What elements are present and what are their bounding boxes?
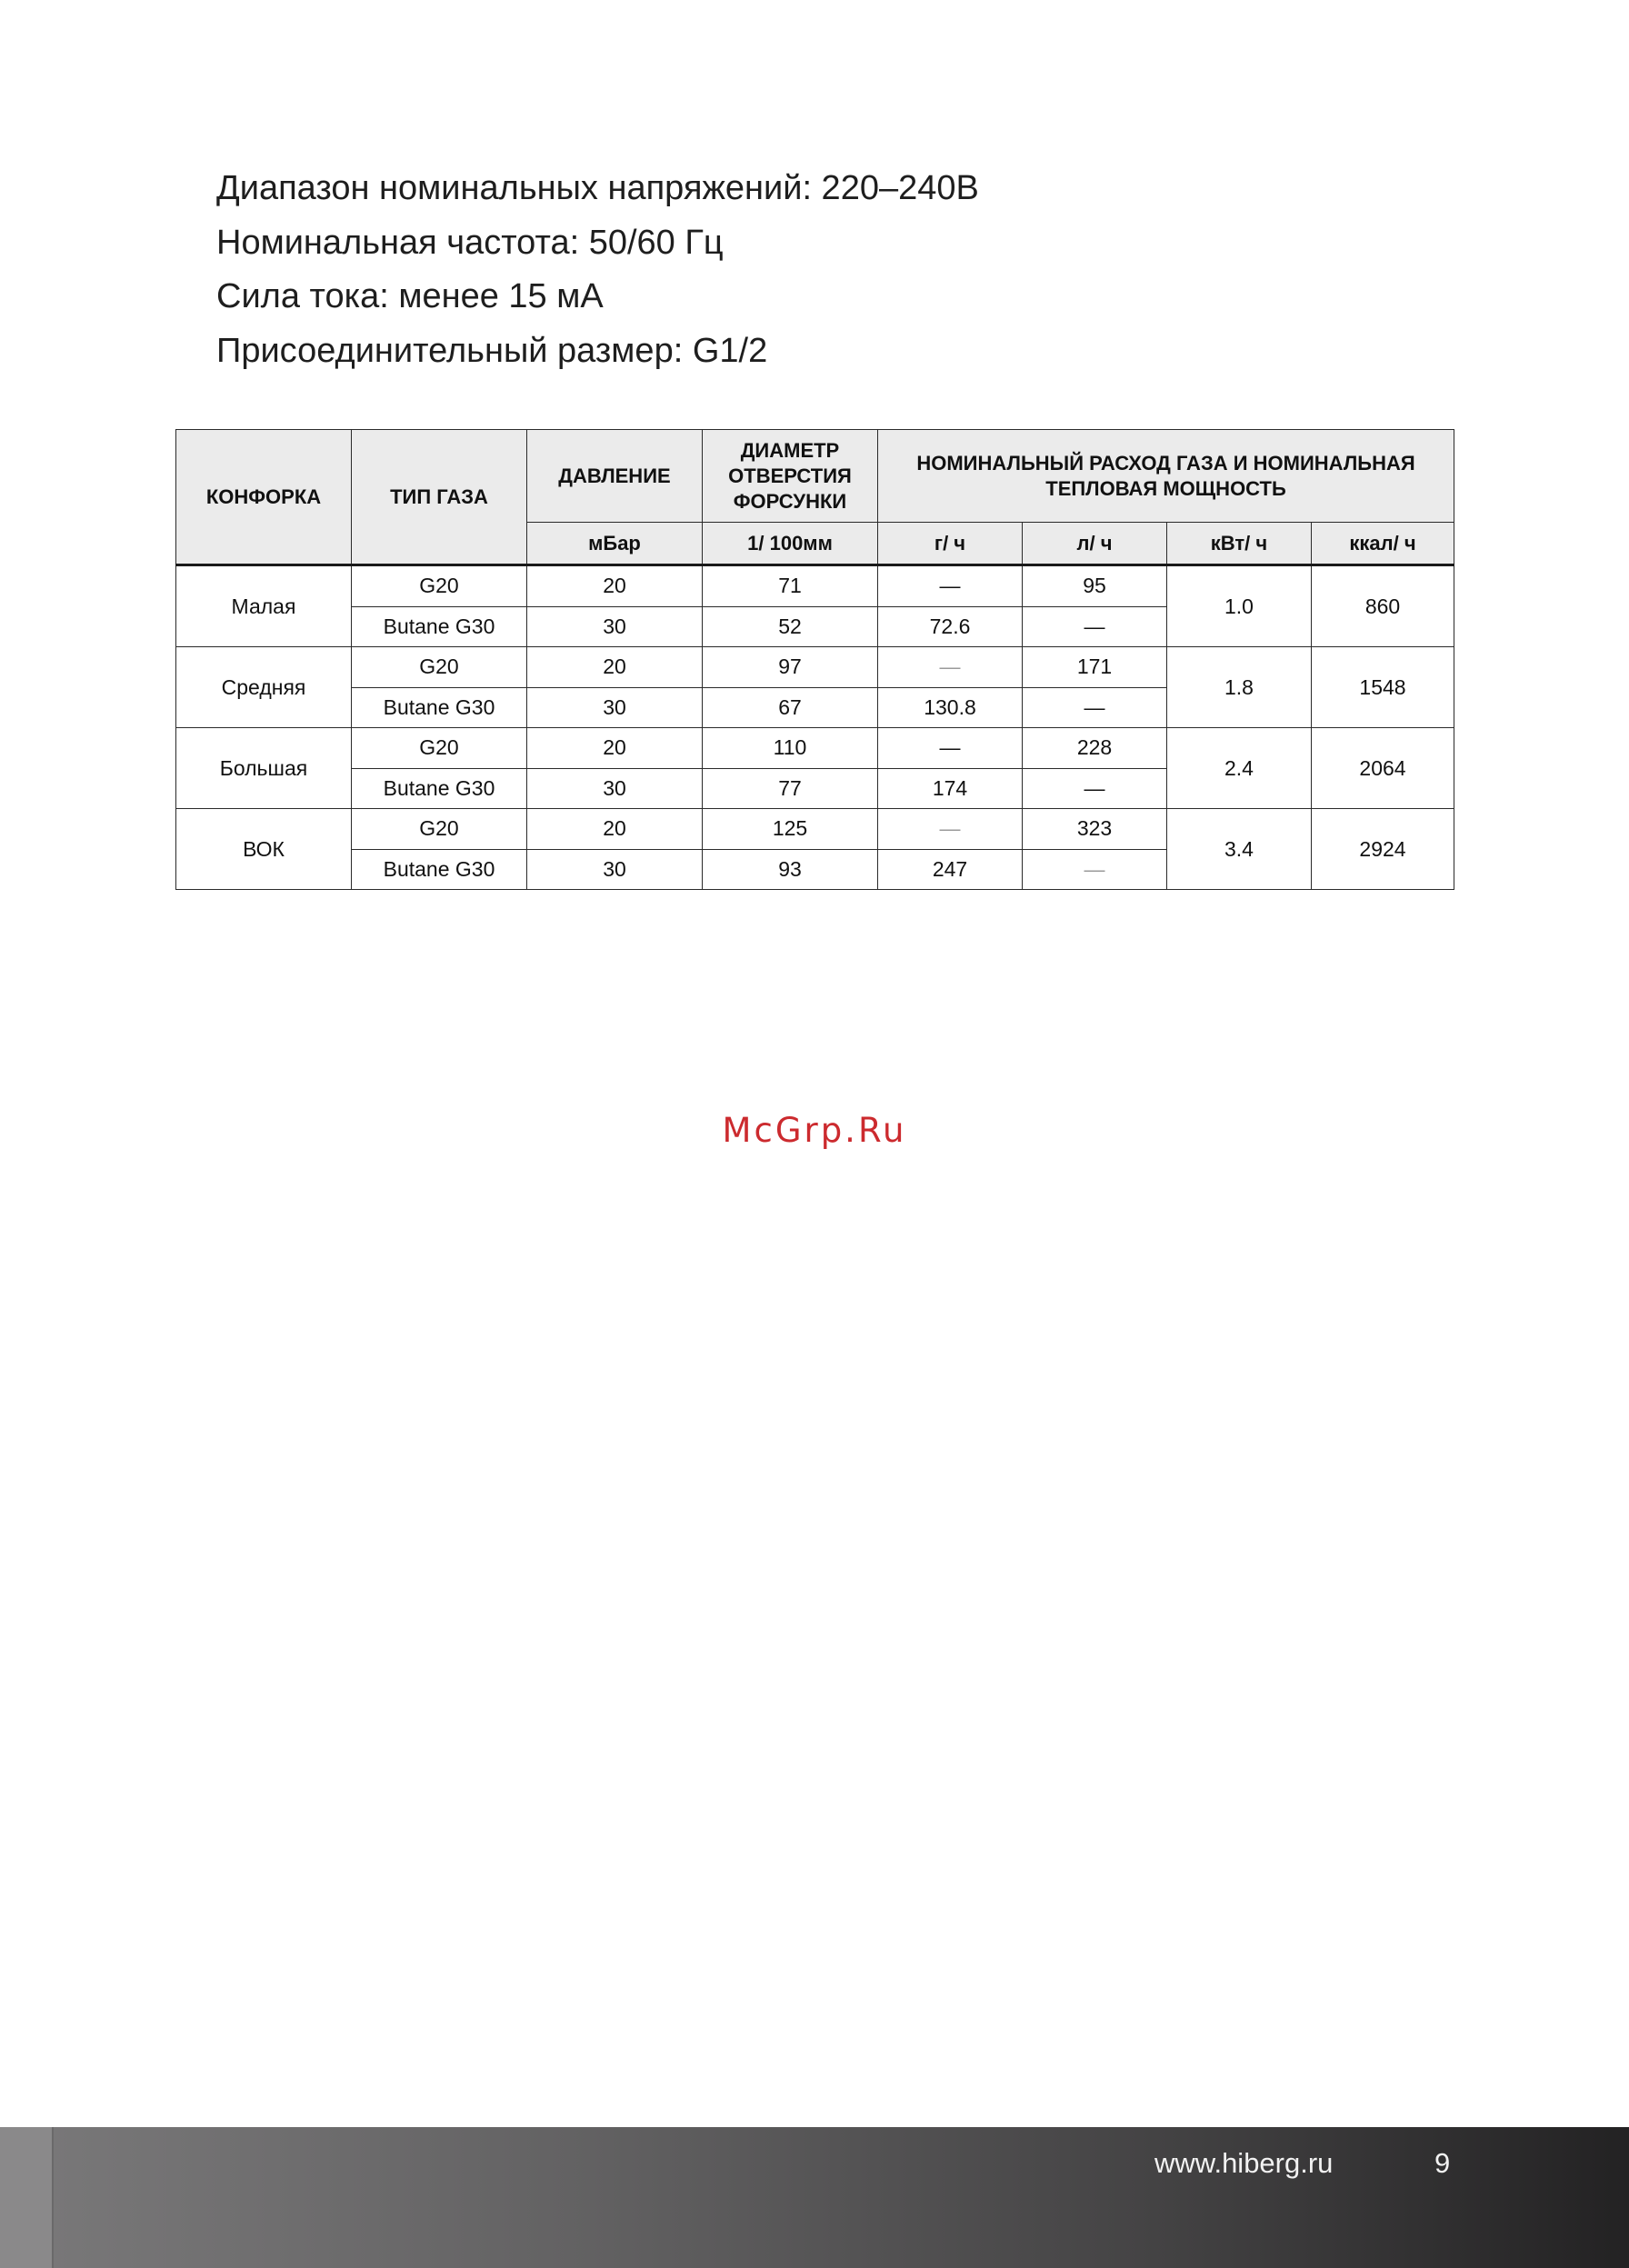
- l-h-cell: —: [1023, 606, 1167, 647]
- table-row: [176, 647, 1454, 688]
- spec-voltage: Диапазон номинальных напряжений: 220–240В: [216, 169, 979, 207]
- gas-type-cell: G20: [352, 809, 527, 850]
- gas-type-cell: Butane G30: [352, 687, 527, 728]
- spec-frequency: Номинальная частота: 50/60 Гц: [216, 223, 724, 262]
- gas-consumption-table: [175, 429, 1454, 890]
- header-burner: КОНФОРКА: [176, 430, 352, 565]
- header-consumption: НОМИНАЛЬНЫЙ РАСХОД ГАЗА И НОМИНАЛЬНАЯ ТЕПЛОВАЯ МОЩНОСТЬ: [878, 430, 1454, 523]
- table-row: [176, 728, 1454, 769]
- kw-cell: 2.4: [1167, 728, 1312, 809]
- l-h-cell: —: [1023, 687, 1167, 728]
- l-h-cell: 171: [1023, 647, 1167, 688]
- kw-cell: 1.0: [1167, 565, 1312, 647]
- pressure-cell: 30: [527, 849, 703, 890]
- footer-website: www.hiberg.ru: [1154, 2147, 1334, 2179]
- header-gas-type: ТИП ГАЗА: [352, 430, 527, 565]
- diameter-cell: 71: [703, 565, 878, 607]
- g-h-cell: —: [878, 647, 1023, 688]
- l-h-cell: 323: [1023, 809, 1167, 850]
- g-h-cell: —: [878, 565, 1023, 607]
- diameter-cell: 52: [703, 606, 878, 647]
- kcal-cell: 2064: [1312, 728, 1454, 809]
- burner-name: Средняя: [176, 647, 352, 728]
- pressure-cell: 30: [527, 768, 703, 809]
- pressure-cell: 30: [527, 606, 703, 647]
- g-h-cell: 174: [878, 768, 1023, 809]
- gas-type-cell: G20: [352, 565, 527, 607]
- g-h-cell: 130.8: [878, 687, 1023, 728]
- diameter-cell: 93: [703, 849, 878, 890]
- kcal-cell: 860: [1312, 565, 1454, 647]
- l-h-cell: 95: [1023, 565, 1167, 607]
- diameter-cell: 77: [703, 768, 878, 809]
- gas-type-cell: G20: [352, 728, 527, 769]
- spec-current: Сила тока: менее 15 мА: [216, 277, 604, 315]
- unit-diameter: 1/ 100мм: [703, 523, 878, 565]
- page-footer: [0, 2127, 1629, 2268]
- watermark: McGrp.Ru: [722, 1111, 907, 1150]
- header-diameter: ДИАМЕТР ОТВЕРСТИЯ ФОРСУНКИ: [703, 430, 878, 523]
- pressure-cell: 20: [527, 647, 703, 688]
- spec-connection-size: Присоединительный размер: G1/2: [216, 331, 768, 370]
- g-h-cell: —: [878, 809, 1023, 850]
- gas-type-cell: Butane G30: [352, 768, 527, 809]
- diameter-cell: 125: [703, 809, 878, 850]
- kcal-cell: 2924: [1312, 809, 1454, 890]
- diameter-cell: 97: [703, 647, 878, 688]
- burner-name: Большая: [176, 728, 352, 809]
- unit-g-h: г/ ч: [878, 523, 1023, 565]
- kw-cell: 3.4: [1167, 809, 1312, 890]
- l-h-cell: —: [1023, 849, 1167, 890]
- diameter-cell: 110: [703, 728, 878, 769]
- l-h-cell: —: [1023, 768, 1167, 809]
- pressure-cell: 30: [527, 687, 703, 728]
- g-h-cell: —: [878, 728, 1023, 769]
- pressure-cell: 20: [527, 565, 703, 607]
- table-row: [176, 565, 1454, 607]
- gas-type-cell: Butane G30: [352, 606, 527, 647]
- unit-kcal-h: ккал/ ч: [1312, 523, 1454, 565]
- burner-name: ВОК: [176, 809, 352, 890]
- kcal-cell: 1548: [1312, 647, 1454, 728]
- g-h-cell: 247: [878, 849, 1023, 890]
- table-row: [176, 809, 1454, 850]
- page-number: 9: [1434, 2147, 1451, 2179]
- header-pressure: ДАВЛЕНИЕ: [527, 430, 703, 523]
- unit-l-h: л/ ч: [1023, 523, 1167, 565]
- l-h-cell: 228: [1023, 728, 1167, 769]
- gas-type-cell: Butane G30: [352, 849, 527, 890]
- footer-side-strip: [0, 2127, 54, 2268]
- unit-pressure: мБар: [527, 523, 703, 565]
- g-h-cell: 72.6: [878, 606, 1023, 647]
- burner-name: Малая: [176, 565, 352, 647]
- gas-type-cell: G20: [352, 647, 527, 688]
- pressure-cell: 20: [527, 728, 703, 769]
- diameter-cell: 67: [703, 687, 878, 728]
- unit-kw-h: кВт/ ч: [1167, 523, 1312, 565]
- pressure-cell: 20: [527, 809, 703, 850]
- kw-cell: 1.8: [1167, 647, 1312, 728]
- specifications-list: [216, 162, 979, 378]
